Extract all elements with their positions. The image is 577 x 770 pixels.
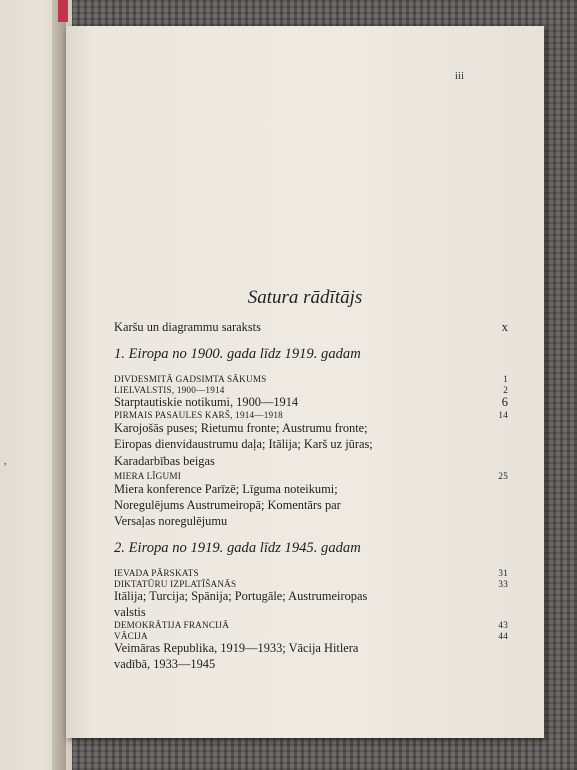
left-page-mark: , xyxy=(4,456,7,467)
toc-entry xyxy=(114,482,508,497)
book-page xyxy=(66,26,544,738)
toc-entry-text: Starptautiskie notikumi, 1900—1914 xyxy=(114,395,299,409)
toc-entry-text: vadībā, 1933—1945 xyxy=(114,657,216,671)
toc-entry xyxy=(114,374,508,384)
toc-entry xyxy=(114,454,508,469)
toc-entry-text: PIRMAIS PASAULES KARŠ, 1914—1918 xyxy=(114,410,283,420)
toc-entry xyxy=(114,641,508,656)
toc-entry xyxy=(114,514,508,529)
toc-entry xyxy=(114,437,508,452)
toc-entry xyxy=(114,395,508,410)
toc-entry xyxy=(114,657,508,672)
toc-entry xyxy=(114,568,508,578)
toc-entry-page-number: x xyxy=(501,320,508,334)
table-of-contents xyxy=(66,26,544,738)
page-number: iii xyxy=(454,70,464,82)
toc-entry-text: LIELVALSTIS, 1900—1914 xyxy=(114,385,225,395)
toc-entry xyxy=(114,421,508,436)
toc-entry-text: Karšu un diagrammu saraksts xyxy=(114,320,261,334)
toc-entry-page-number: 33 xyxy=(498,579,508,589)
toc-entry xyxy=(114,620,508,630)
page-title: Satura rādītājs xyxy=(247,287,363,308)
toc-entry-text: DIVDESMITĀ GADSIMTA SĀKUMS xyxy=(114,374,267,384)
toc-entry-page-number: 31 xyxy=(498,568,508,578)
toc-entry-text: MIERA LĪGUMI xyxy=(114,471,181,481)
toc-entry xyxy=(114,471,508,481)
toc-entry-text: 1. Eiropa no 1900. gada līdz 1919. gadam xyxy=(114,346,361,362)
chapter-heading xyxy=(114,540,508,557)
toc-entry-text: DEMOKRĀTIJA FRANCIJĀ xyxy=(114,620,230,630)
toc-entry xyxy=(114,320,508,335)
toc-entry-text: VĀCIJA xyxy=(114,631,148,641)
toc-entry-page-number: 1 xyxy=(503,374,508,384)
toc-entry xyxy=(114,605,508,620)
toc-entry-text: Eiropas dienvidaustrumu daļa; Itālija; Karš uz jūras; xyxy=(114,437,373,451)
book-page-edge xyxy=(52,0,66,770)
toc-entry-text: Karojošās puses; Rietumu fronte; Austrumu fronte; xyxy=(114,421,368,435)
toc-entry-text: Versaļas noregulējumu xyxy=(114,514,228,528)
toc-entry-text: Noregulējums Austrumeiropā; Komentārs par xyxy=(114,498,341,512)
toc-entry xyxy=(114,589,508,604)
toc-entry xyxy=(114,410,508,420)
toc-entry-text: 2. Eiropa no 1919. gada līdz 1945. gadam xyxy=(114,540,361,556)
toc-entry-text: Itālija; Turcija; Spānija; Portugāle; Austrumeiropas xyxy=(114,589,368,603)
toc-entry xyxy=(114,498,508,513)
toc-entry-page-number: 25 xyxy=(498,471,508,481)
toc-entry-page-number: 6 xyxy=(501,395,508,409)
toc-entry xyxy=(114,385,508,395)
toc-entry xyxy=(114,631,508,641)
chapter-heading xyxy=(114,346,508,363)
toc-entry-text: IEVADA PĀRSKATS xyxy=(114,568,199,578)
toc-entry-text: Karadarbības beigas xyxy=(114,454,215,468)
toc-entry-page-number: 2 xyxy=(503,385,508,395)
toc-entry xyxy=(114,579,508,589)
toc-entry-page-number: 43 xyxy=(498,620,508,630)
toc-entry-text: DIKTATŪRU IZPLATĪŠANĀS xyxy=(114,579,237,589)
toc-entry-text: valstis xyxy=(114,605,146,619)
toc-entry-page-number: 14 xyxy=(498,410,508,420)
toc-entry-text: Veimāras Republika, 1919—1933; Vācija Hitlera xyxy=(114,641,359,655)
toc-entry-text: Miera konference Parīzē; Līguma noteikumi; xyxy=(114,482,338,496)
book-spine-red xyxy=(58,0,68,22)
toc-entry-page-number: 44 xyxy=(498,631,508,641)
